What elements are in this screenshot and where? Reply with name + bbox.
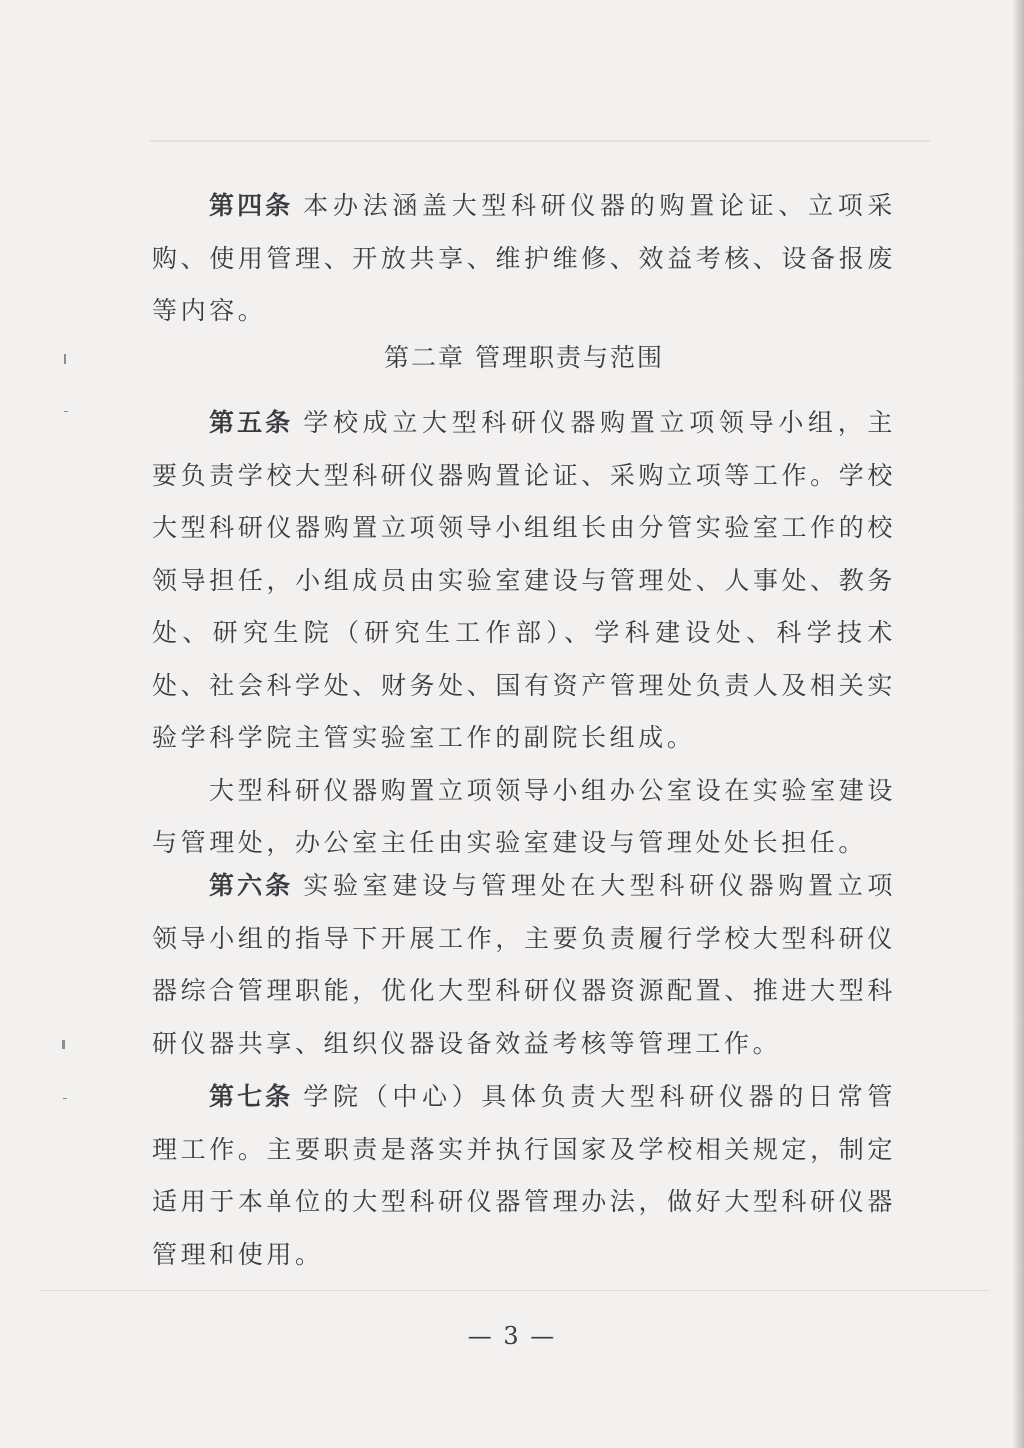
article-text: 实验室建设与管理处在大型科研仪器购置立项领导小组的指导下开展工作，主要负责履行学校大型科研仪器综合管理职能，优化大型科研仪器资源配置、推进大型科研仪器共享、组织仪器设备效益考核等管理工作。	[152, 871, 896, 1058]
article-5	[152, 397, 896, 870]
margin-mark	[62, 1040, 65, 1049]
article-label: 第六条	[209, 871, 294, 900]
article-5-paragraph	[152, 397, 896, 765]
scan-artifact-line	[150, 140, 930, 142]
article-7	[152, 1071, 896, 1281]
article-label: 第四条	[209, 191, 294, 220]
article-4-paragraph	[152, 180, 896, 338]
margin-mark	[64, 411, 68, 412]
article-text: 学院（中心）具体负责大型科研仪器的日常管理工作。主要职责是落实并执行国家及学校相关规定，制定适用于本单位的大型科研仪器管理办法，做好大型科研仪器管理和使用。	[152, 1082, 896, 1269]
article-5-paragraph-2: 大型科研仪器购置立项领导小组办公室设在实验室建设与管理处，办公室主任由实验室建设与管理处处长担任。	[152, 775, 896, 857]
article-text: 学校成立大型科研仪器购置立项领导小组，主要负责学校大型科研仪器购置论证、采购立项等工作。学校大型科研仪器购置立项领导小组组长由分管实验室工作的校领导担任，小组成员由实验室建设与管理处、人事处、教务处、研究生院（研究生工作部）、学科建设处、科学技术处、社会科学处、财务处、国有资产管理处负责人及相关实验学科学院主管实验室工作的副院长组成。	[152, 408, 896, 752]
page-number: — 3 —	[467, 1322, 557, 1350]
margin-mark	[63, 1098, 67, 1099]
margin-mark	[64, 354, 66, 364]
scan-artifact-line-bottom	[40, 1290, 990, 1291]
article-6-paragraph	[152, 860, 896, 1070]
article-4	[152, 180, 896, 338]
scan-edge-shadow	[1012, 0, 1024, 1448]
article-6	[152, 860, 896, 1070]
article-text: 本办法涵盖大型科研仪器的购置论证、立项采购、使用管理、开放共享、维护维修、效益考核、设备报废等内容。	[152, 191, 896, 325]
article-7-paragraph	[152, 1071, 896, 1281]
chapter-title: 第二章 管理职责与范围	[384, 343, 664, 372]
article-label: 第七条	[209, 1082, 294, 1111]
article-label: 第五条	[209, 408, 294, 437]
